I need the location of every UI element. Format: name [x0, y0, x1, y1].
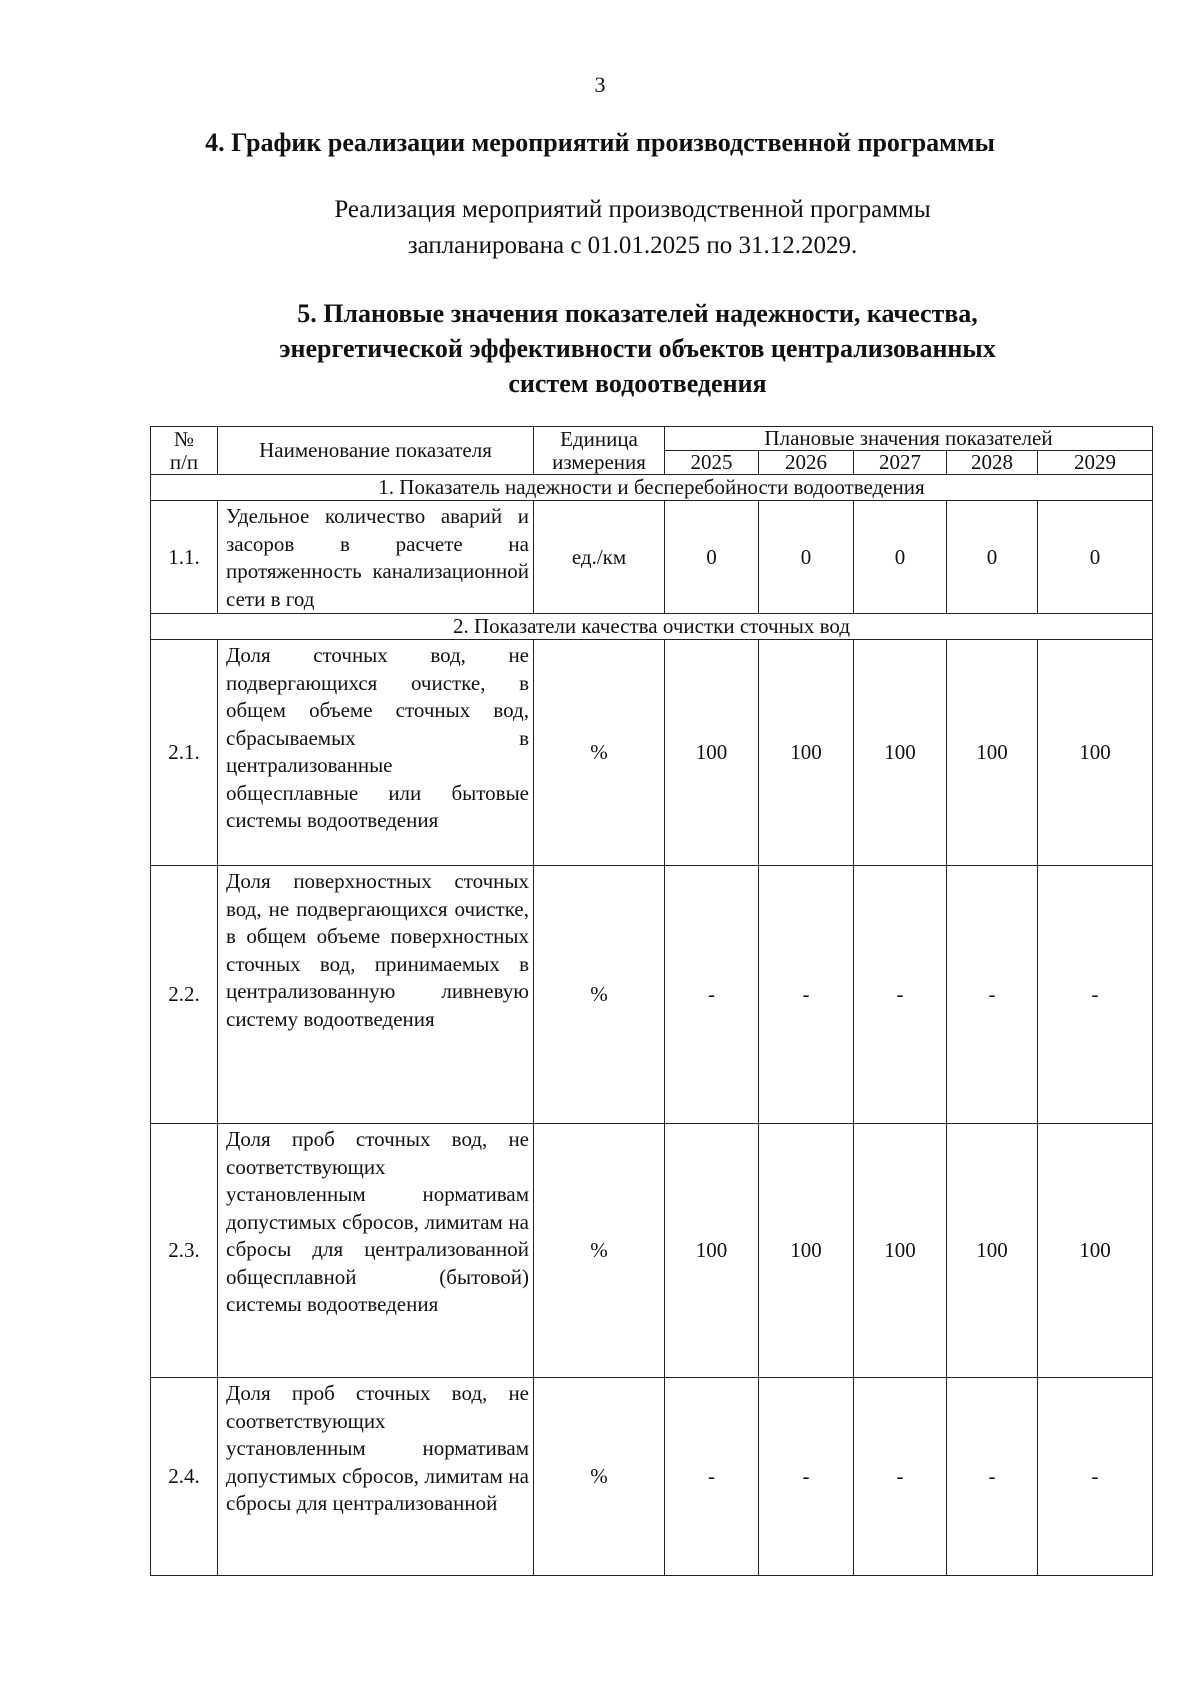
row-number: 2.4.: [151, 1378, 218, 1576]
group-row: [151, 614, 1153, 640]
value-2029: 100: [1038, 1124, 1153, 1378]
value-2028: -: [947, 866, 1038, 1124]
unit: %: [534, 1378, 665, 1576]
value-2029: 100: [1038, 640, 1153, 866]
unit: %: [534, 1124, 665, 1378]
section-4-text-line-2: запланирована с 01.01.2025 по 31.12.2029.: [407, 232, 858, 259]
unit: %: [534, 866, 665, 1124]
unit: %: [534, 640, 665, 866]
value-2028: -: [947, 1378, 1038, 1576]
header-unit-line-1: Единица: [560, 426, 638, 451]
table-row: [151, 501, 1153, 614]
value-2026: -: [759, 866, 854, 1124]
value-2027: 100: [854, 1124, 947, 1378]
value-2029: -: [1038, 1378, 1153, 1576]
header-planned-values: Плановые значения показателей: [665, 427, 1153, 451]
section-5-heading-line-2: энергетической эффективности объектов централизованных: [279, 334, 996, 363]
section-5-heading-line-1: 5. Плановые значения показателей надежности, качества,: [297, 299, 978, 328]
row-number: 1.1.: [151, 501, 218, 614]
section-4-text-line-1: Реализация мероприятий производственной программы: [334, 196, 931, 223]
value-2029: -: [1038, 866, 1153, 1124]
section-5-heading-line-3: систем водоотведения: [508, 369, 767, 398]
row-number: 2.2.: [151, 866, 218, 1124]
value-2025: -: [665, 866, 759, 1124]
section-4-text: [0, 192, 1200, 264]
value-2028: 100: [947, 640, 1038, 866]
indicator-name: Доля проб сточных вод, не соответствующих установленным нормативам допустимых сбросов, лимитам на сбросы для централизованной общесплавной (бытовой) системы водоотведения: [218, 1124, 534, 1378]
header-num-line-2: п/п: [169, 449, 199, 474]
value-2026: 0: [759, 501, 854, 614]
header-num-line-1: №: [173, 426, 195, 451]
value-2026: -: [759, 1378, 854, 1576]
value-2025: 100: [665, 640, 759, 866]
page-number: 3: [594, 72, 606, 97]
group-title: 1. Показатель надежности и бесперебойности водоотведения: [151, 475, 1153, 501]
header-year: 2025: [665, 451, 759, 475]
group-title: 2. Показатели качества очистки сточных вод: [151, 614, 1153, 640]
indicator-name: Доля сточных вод, не подвергающихся очистке, в общем объеме сточных вод, сбрасываемых в централизованные общесплавные или бытовые системы водоотведения: [218, 640, 534, 866]
header-year: 2028: [947, 451, 1038, 475]
indicator-name: Удельное количество аварий и засоров в расчете на протяженность канализационной сети в год: [218, 501, 534, 614]
header-year: 2027: [854, 451, 947, 475]
group-row: [151, 475, 1153, 501]
row-number: 2.1.: [151, 640, 218, 866]
value-2026: 100: [759, 1124, 854, 1378]
section-4-heading: 4. График реализации мероприятий производственной программы: [205, 128, 995, 157]
table-row: [151, 866, 1153, 1124]
value-2027: 100: [854, 640, 947, 866]
value-2025: 100: [665, 1124, 759, 1378]
header-year: 2029: [1038, 451, 1153, 475]
value-2027: -: [854, 866, 947, 1124]
header-name: Наименование показателя: [218, 427, 534, 475]
header-year: 2026: [759, 451, 854, 475]
value-2027: -: [854, 1378, 947, 1576]
header-unit-line-2: измерения: [552, 449, 646, 474]
indicator-name: Доля поверхностных сточных вод, не подвергающихся очистке, в общем объеме поверхностных сточных вод, принимаемых в централизованную ливневую систему водоотведения: [218, 866, 534, 1124]
header-num: [151, 427, 218, 475]
table-header-row-1: [151, 427, 1153, 451]
table-row: [151, 640, 1153, 866]
value-2027: 0: [854, 501, 947, 614]
unit: ед./км: [534, 501, 665, 614]
header-unit: [534, 427, 665, 475]
section-5-heading: [0, 296, 1200, 401]
indicators-table: [150, 426, 1153, 1576]
indicator-name: Доля проб сточных вод, не соответствующих установленным нормативам допустимых сбросов, лимитам на сбросы для централизованной: [218, 1378, 534, 1576]
value-2028: 100: [947, 1124, 1038, 1378]
table-row: [151, 1378, 1153, 1576]
value-2025: -: [665, 1378, 759, 1576]
row-number: 2.3.: [151, 1124, 218, 1378]
value-2026: 100: [759, 640, 854, 866]
value-2025: 0: [665, 501, 759, 614]
table-row: [151, 1124, 1153, 1378]
value-2029: 0: [1038, 501, 1153, 614]
value-2028: 0: [947, 501, 1038, 614]
